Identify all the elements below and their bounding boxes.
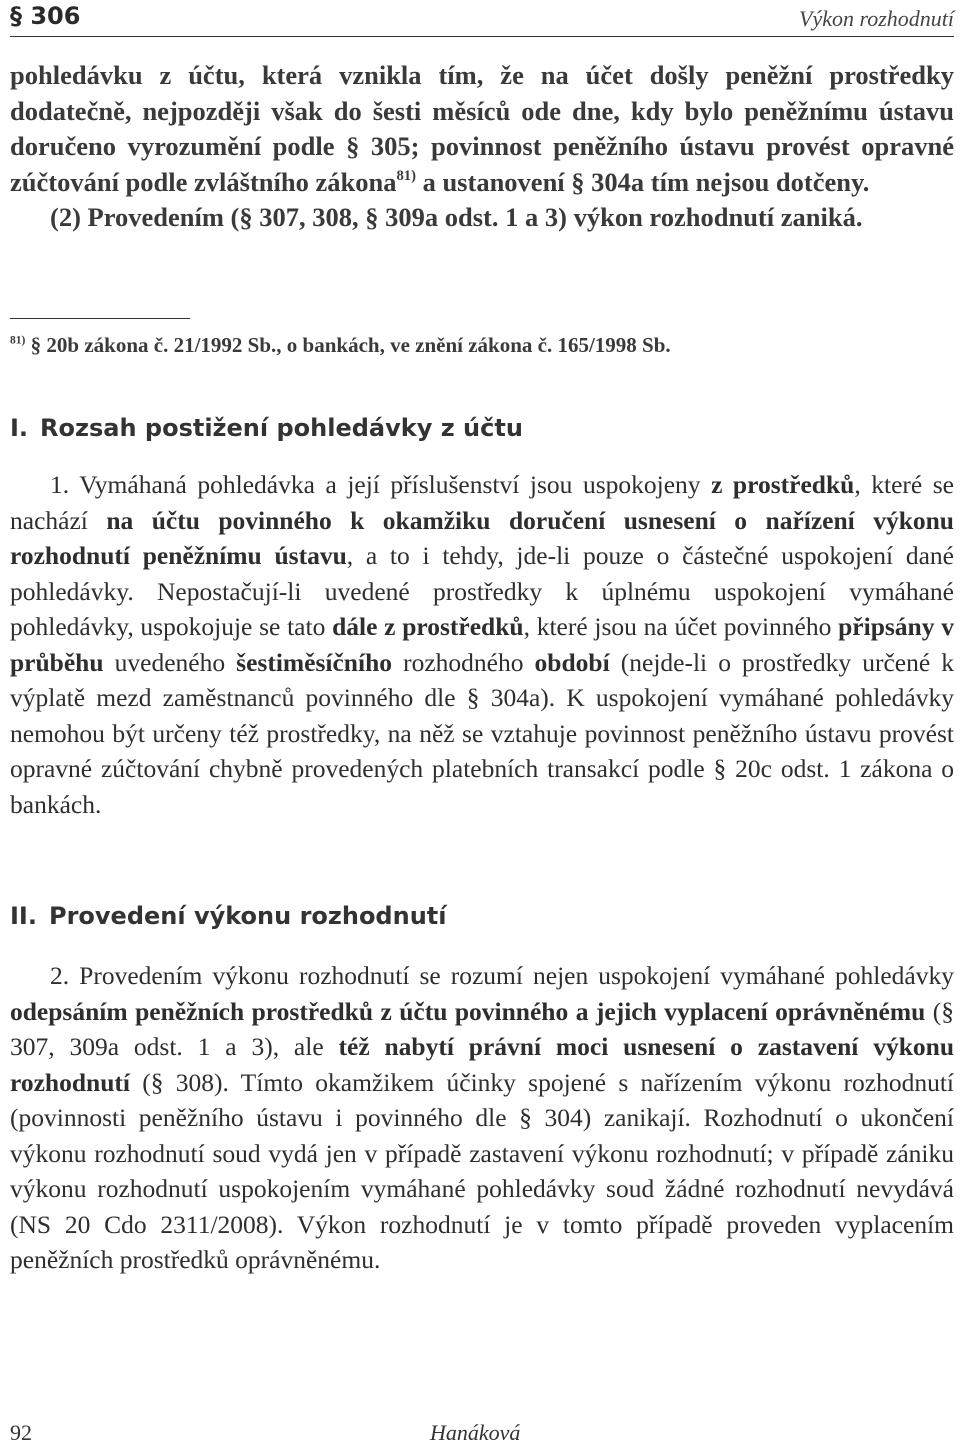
footnote	[10, 330, 954, 360]
section-heading-2	[10, 902, 446, 930]
running-head	[10, 0, 954, 37]
text-run: (§ 308). Tímto okamžikem účinky spojené s nařízením výkonu rozhodnutí (povinnosti peněžního ústavu i povinného dle § 304) zanikají. Rozhodnutí o ukončení výkonu rozhodnutí soud vydá jen v případě zastavení výkonu rozhodnutí; v případě zániku výkonu rozhodnutí uspokojením vymáhané pohledávky soud žádné rozhodnutí nevydává (NS 20 Cdo 2311/2008). Výkon rozhodnutí je v tomto případě proveden vyplacením peněžních prostředků oprávněnému.	[10, 1067, 954, 1274]
running-head-title: Výkon rozhodnutí	[799, 6, 954, 31]
commentary-paragraph-1	[10, 467, 954, 822]
emphasis-text: připsány v průběhu	[10, 612, 954, 677]
author-name: Hanáková	[430, 1420, 521, 1445]
text-run: 2. Provedením výkonu rozhodnutí se rozumí nejen uspokojení vymáhané pohledávky	[50, 961, 954, 990]
footnote-text: § 20b zákona č. 21/1992 Sb., o bankách, ve znění zákona č. 165/1998 Sb.	[25, 333, 671, 357]
statute-paragraph-2: (2) Provedením (§ 307, 308, § 309a odst. 1 a 3) výkon rozhodnutí zaniká.	[50, 202, 863, 232]
commentary-text	[10, 467, 954, 822]
footnote-reference[interactable]: 81)	[396, 167, 416, 184]
emphasis-text: z prostředků	[711, 470, 855, 499]
text-run: , které jsou na účet povinného	[523, 612, 839, 641]
section-title: Provedení výkonu rozhodnutí	[48, 902, 447, 930]
commentary-text	[10, 958, 954, 1278]
footnote-number: 81)	[10, 334, 26, 347]
statute-paragraph-1	[10, 58, 954, 200]
running-head-section: § 306	[10, 2, 81, 30]
section-number: I.	[10, 414, 29, 442]
emphasis-text: též nabytí právní moci usnesení o zastavení výkonu rozhodnutí	[10, 1032, 954, 1097]
emphasis-text: dále z prostředků	[332, 612, 524, 641]
emphasis-text: šestiměsíčního	[236, 647, 392, 677]
text-run: (§ 307, 309a odst. 1 a 3), ale	[10, 996, 954, 1061]
section-title: Rozsah postižení pohledávky z účtu	[40, 414, 523, 442]
text-run: uvedeného	[103, 647, 237, 677]
emphasis-text: na účtu povinného k okamžiku doručení usnesení o nařízení výkonu rozhodnutí peněžnímu ústavu	[10, 505, 954, 570]
statute-text-part: a ustanovení § 304a tím nejsou dotčeny.	[415, 166, 870, 197]
section-heading-1	[10, 414, 523, 442]
statute-text-part: pohledávku z účtu, která vznikla tím, že na účet došly peněžní prostředky dodatečně, nejpozději však do šesti měsíců ode dne, kdy bylo peněžnímu ústavu doručeno vyrozumění podle § 305; povinnost peněžního ústavu provést opravné zúčtování podle zvláštního zákona	[10, 60, 954, 197]
emphasis-text: období	[534, 647, 610, 677]
section-number: II.	[10, 902, 37, 930]
text-run: , a to i tehdy, jde-li pouze o částečné uspokojení dané pohledávky. Nepostačují-li uvedené prostředky k úplnému uspokojení vymáhané pohledávky, uspokojuje se tato	[10, 541, 954, 641]
footnote-divider	[10, 318, 190, 319]
text-run: , které se nachází	[10, 470, 954, 535]
statute-text	[10, 58, 954, 236]
text-run: rozhodného	[392, 647, 535, 677]
text-run: 1. Vymáhaná pohledávka a její příslušenství jsou uspokojeny	[50, 470, 712, 499]
emphasis-text: odepsáním peněžních prostředků z účtu povinného a jejich vyplacení oprávněnému	[10, 996, 926, 1026]
commentary-paragraph-2	[10, 958, 954, 1278]
text-run: (nejde-li o prostředky určené k výplatě mezd zaměstnanců povinného dle § 304a). K uspokojení vymáhané pohledávky nemohou být určeny též prostředky, na něž se vztahuje povinnost peněžního ústavu provést opravné zúčtování chybně provedených platebních transakcí podle § 20c odst. 1 zákona o bankách.	[10, 647, 954, 819]
page-number: 92	[10, 1420, 32, 1445]
